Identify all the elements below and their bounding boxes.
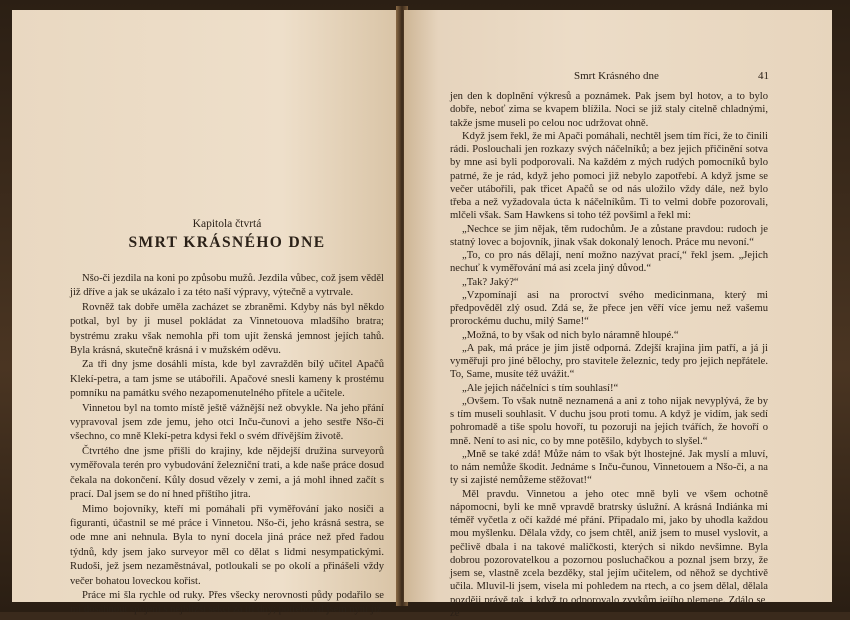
paragraph: „Nechce se jim nějak, těm rudochům. Je a zůstane pravdou: rudoch je statný lovec a bojovník, jinak však dokonalý lenoch. Práce mu nevoní.“	[450, 223, 768, 250]
chapter-label: Kapitola čtvrtá	[70, 218, 384, 230]
right-page-body	[450, 90, 768, 620]
paragraph: Když jsem řekl, že mi Apači pomáhali, nechtěl jsem tím říci, že to činili rádi. Poslouchali jen rozkazy svých náčelníků; a bez jejich přičinění sotva by mne asi byli podporovali. Na každém z mých rudých pomocníků bylo patrné, že je rád, když jeho pomoci již nebylo zapotřebí. A když jsme se večer utábořili, pak třicet Apačů se od nás uložilo vždy dále, než bylo třeba a než vyžadovala úcta k náčelníkům. Ti to velmi dobře pozorovali, mlčeli však. Sam Hawkens si toho též povšiml a řekl mi:	[450, 130, 768, 223]
paragraph: Vinnetou byl na tomto místě ještě vážnější než obvykle. Na jeho přání vypravoval jsem zde jemu, jeho otci Inču-čunovi a jeho sestře Nšo-či všechno, co mně Klekí-petra kdysi řekl o svém dřívějším životě.	[70, 402, 384, 445]
paragraph: Nšo-či jezdila na koni po způsobu mužů. Jezdila vůbec, což jsem věděl již dříve a jak se ukázalo i za této naší výpravy, výtečně a vytrvale.	[70, 272, 384, 301]
running-head: Smrt Krásného dne	[574, 70, 659, 82]
paragraph: Rovněž tak dobře uměla zacházet se zbraněmi. Kdyby nás byl někdo potkal, byl by ji musel pokládat za Vinnetouova mladšího bratra; bystrému zraku však nemohla při tom ujít ženská jemnost jejích tahů. Byla krásná, skutečně krásná i v mužském oděvu.	[70, 301, 384, 359]
left-page	[12, 10, 398, 602]
paragraph: „Vzpomínají asi na proroctví svého medicinmana, který mi předpověděl zlý osud. Zdá se, že přece jen věří více jemu než vašemu prorockému duchu, milý Same!“	[450, 289, 768, 329]
paragraph: jen den k doplnění výkresů a poznámek. Pak jsem byl hotov, a to bylo dobře, neboť zima se kvapem blížila. Noci se již staly citelně chladnými, takže jsme museli po celou noc udržovat ohně.	[450, 90, 768, 130]
paragraph: „Ovšem. To však nutně neznamená a ani z toho nijak nevyplývá, že by s tím museli souhlasit. V duchu jsou proti tomu. A když je vidím, jak sedí pohromadě a tiše spolu hovoří, tu pozoruji na jejich tvářích, že hovoří o mně. Není to asi nic, co by mne potěšilo, kdybych to slyšel.“	[450, 395, 768, 448]
paragraph: Měl pravdu. Vinnetou a jeho otec mně byli ve všem ochotně nápomocni, byli ke mně vpravdě bratrsky úslužní. A krásná Indiánka mi téměř vyčetla z očí každé mé přání. Připadalo mi, jako by uhodla každou mou myšlenku. Dělala vždy, co jsem chtěl, aniž jsem to musel vyslovit, a pečlivě dbala i na takové maličkosti, kterých si nikdo nevšimne. Byla dobrou pozorovatelkou a pozornou posluchačkou a poznal jsem brzy, že jsem se, vlastně zcela bezděky, stal jejím učitelem, od něhož se dychtivě učila. Mluvil-li jsem, visela mi pohledem na rtech, a co jsem dělal, dělala později právě tak, i když to odporovalo zvykům jejího plemene. Zdálo se, že	[450, 488, 768, 620]
page-number: 41	[758, 70, 769, 82]
paragraph: Práce mi šla rychle od ruky. Přes všecky nerovnosti půdy podařilo se mi dosáhnout spojení s nejbližší sekcí za tři dny; potřeboval jsem nyní již	[70, 589, 384, 618]
paragraph: Mimo bojovníky, kteří mi pomáhali při vyměřování jako nosiči a figuranti, účastnil se mé práce i Vinnetou. Nšo-či, jeho krásná sestra, se ode mne ani nehnula. Byla to nyní docela jiná práce než před řadou týdnů, kdy jsem jako surveyor měl co dělat s lidmi nesympatickými. Rudoši, jež jsem nezaměstnával, potloukali se po okolí a přinášeli vždy večer bohatou loveckou kořist.	[70, 503, 384, 589]
left-page-body	[70, 272, 384, 618]
paragraph: „Možná, to by však od nich bylo náramně hloupé.“	[450, 329, 768, 342]
paragraph: „A pak, má práce je jim jistě odporná. Zdejší krajina jim patří, a já ji vyměřuji pro jiné bělochy, pro stavitele železnic, tedy pro jejich nepřátele. To, Same, musíte též uvážit.“	[450, 342, 768, 382]
paragraph: Čtvrtého dne jsme přišli do krajiny, kde nějdejší družina surveyorů vyměřovala terén pro vybudování železniční trati, a kde naše práce dosud čekala na dokončení. Kůly dosud vězely v zemi, a já mohl ihned začít s prací. Dal jsem se do ní hned příštího jitra.	[70, 445, 384, 503]
paragraph: „Mně se také zdá! Může nám to však být lhostejné. Jak myslí a mluví, to nám nemůže škodit. Jednáme s Inču-čunou, Vinnetouem a Nšo-či, a na ty si zajisté nemůžeme stěžovat!“	[450, 448, 768, 488]
chapter-title: SMRT KRÁSNÉHO DNE	[70, 234, 384, 252]
paragraph: „To, co pro nás dělají, není možno nazývat prací,“ řekl jsem. „Jejich nechuť k vyměřování má asi zcela jiný důvod.“	[450, 249, 768, 276]
paragraph: „Ale jejich náčelníci s tím souhlasí!“	[450, 382, 768, 395]
paragraph: „Tak? Jaký?“	[450, 276, 768, 289]
paragraph: Za tři dny jsme dosáhli místa, kde byl zavražděn bílý učitel Apačů Klekí-petra, a tam jsme se utábořili. Apačové snesli kameny k prostému pomníku na památku svého nezapomenutelného přítele a učitele.	[70, 358, 384, 401]
right-page	[404, 10, 832, 602]
